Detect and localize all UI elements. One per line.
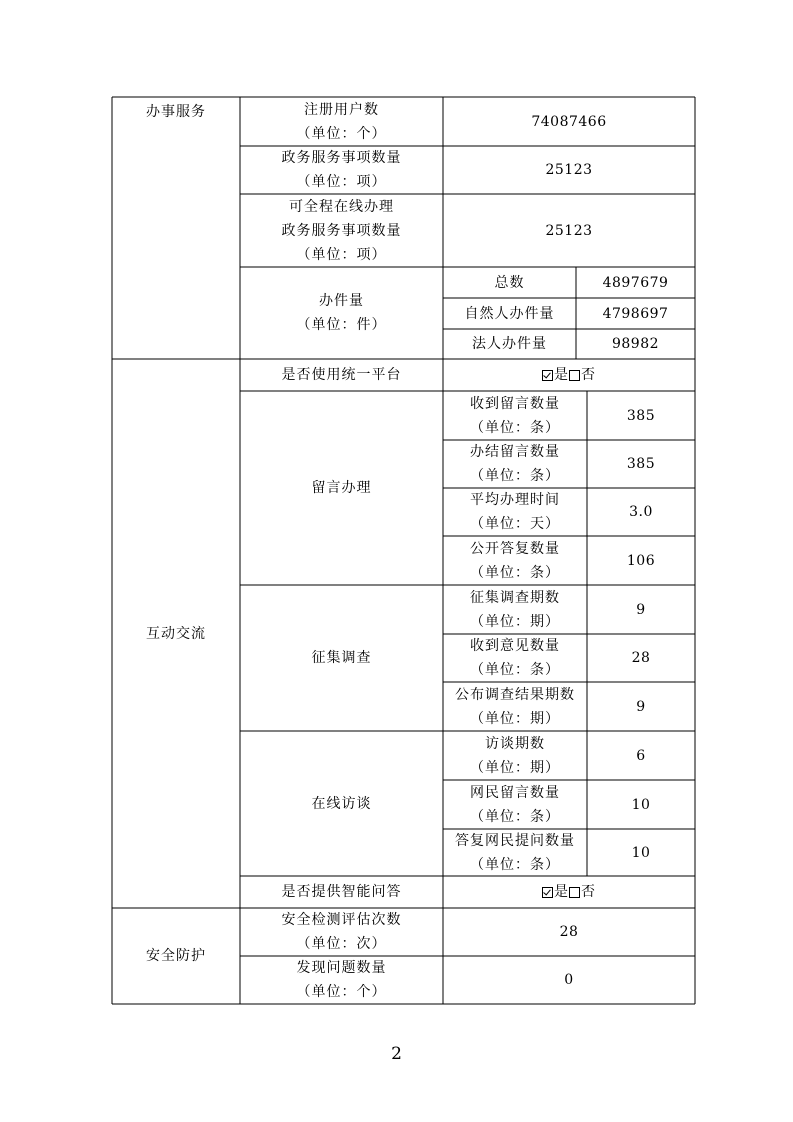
survey-periods-value: 9 [636,601,646,618]
row-label: 网民留言数量 [470,784,560,801]
section-interaction: 互动交流 [146,625,206,642]
row-label: 办结留言数量 [470,444,560,460]
survey-periods-label-cell [443,585,587,634]
survey-label: 征集调查 [311,650,372,666]
volume-label-cell [240,267,443,359]
row-unit: （单位：条） [470,468,560,484]
issues-label-cell [240,956,443,1004]
row-unit: （单位：期） [470,710,560,727]
interview-replies-label-cell [443,829,587,876]
row-label: 答复网民提问数量 [455,832,575,849]
items-unit: （单位：项） [296,174,387,190]
row-unit: （单位：天） [470,516,560,532]
empty-box-icon[interactable] [569,887,580,898]
row-unit: （单位：条） [470,662,560,678]
checked-box-icon[interactable] [542,370,553,381]
row-label: 收到留言数量 [470,395,560,412]
row-unit: （单位：条） [470,856,560,873]
interview-periods-value: 6 [636,747,646,764]
row-label: 访谈期数 [485,735,545,752]
messages-avg-time-value: 3.0 [629,504,653,520]
users-label-cell [240,97,443,146]
row-label: 平均办理时间 [470,492,560,508]
messages-closed-label-cell [443,440,587,488]
checked-box-icon[interactable] [542,887,553,898]
volume-total-label: 总数 [494,274,525,291]
row-unit: （单位：条） [470,564,560,581]
interview-replies-value: 10 [631,844,651,861]
section-service: 办事服务 [146,104,206,120]
users-label: 注册用户数 [304,101,379,118]
unified-platform-choice [443,359,695,391]
volume-label: 办件量 [319,293,364,309]
volume-unit: （单位：件） [296,317,387,333]
messages-received-label-cell [443,391,587,440]
interview-messages-value: 10 [631,796,651,813]
assessment-label: 安全检测评估次数 [281,912,402,928]
interview-periods-label-cell [443,731,587,780]
survey-results-value: 9 [636,698,646,715]
row-unit: （单位：条） [470,419,560,436]
yes-option: 是 [554,884,569,900]
assessment-unit: （单位：次） [296,936,387,952]
online-items-unit: （单位：项） [296,246,387,263]
assessment-value: 28 [559,924,579,940]
volume-total-value: 4897679 [602,274,669,291]
online-items-label-1: 可全程在线办理 [289,198,394,215]
online-items-label-2: 政务服务事项数量 [281,222,402,239]
empty-box-icon[interactable] [569,370,580,381]
row-unit: （单位：期） [470,759,560,776]
messages-avg-time-label-cell [443,488,587,536]
messages-public-value: 106 [626,552,656,569]
row-label: 公布调查结果期数 [455,686,575,703]
users-unit: （单位：个） [296,125,387,142]
items-value: 25123 [545,162,593,178]
no-option: 否 [581,367,596,383]
survey-results-label-cell [443,682,587,731]
row-label: 征集调查期数 [470,589,560,606]
row-unit: （单位：条） [470,808,560,825]
messages-received-value: 385 [626,407,656,424]
row-label: 收到意见数量 [470,638,560,654]
messages-label: 留言办理 [311,480,372,496]
volume-legal-value: 98982 [611,336,660,352]
assessment-label-cell [240,908,443,956]
survey-opinions-value: 28 [631,650,651,666]
smart-qa-label: 是否提供智能问答 [281,884,402,900]
section-security: 安全防护 [146,948,206,964]
interview-messages-label-cell [443,780,587,829]
users-value: 74087466 [531,113,607,130]
survey-opinions-label-cell [443,634,587,682]
row-label: 公开答复数量 [470,540,560,557]
unified-platform-label: 是否使用统一平台 [281,367,402,383]
online-items-value: 25123 [545,222,593,239]
messages-public-label-cell [443,536,587,585]
online-items-label-cell [240,194,443,267]
row-unit: （单位：期） [470,613,560,630]
smart-qa-choice [443,876,695,908]
yes-option: 是 [554,367,569,383]
volume-person-value: 4798697 [602,305,669,322]
interview-label: 在线访谈 [311,795,372,812]
items-label-cell [240,146,443,194]
volume-person-label: 自然人办件量 [464,305,555,322]
issues-label: 发现问题数量 [296,960,387,976]
page-number: 2 [391,1044,402,1064]
issues-unit: （单位：个） [296,984,387,1000]
no-option: 否 [581,884,596,900]
items-label: 政务服务事项数量 [281,150,402,166]
messages-closed-value: 385 [626,456,656,472]
volume-legal-label: 法人办件量 [472,336,547,352]
issues-value: 0 [564,972,574,988]
